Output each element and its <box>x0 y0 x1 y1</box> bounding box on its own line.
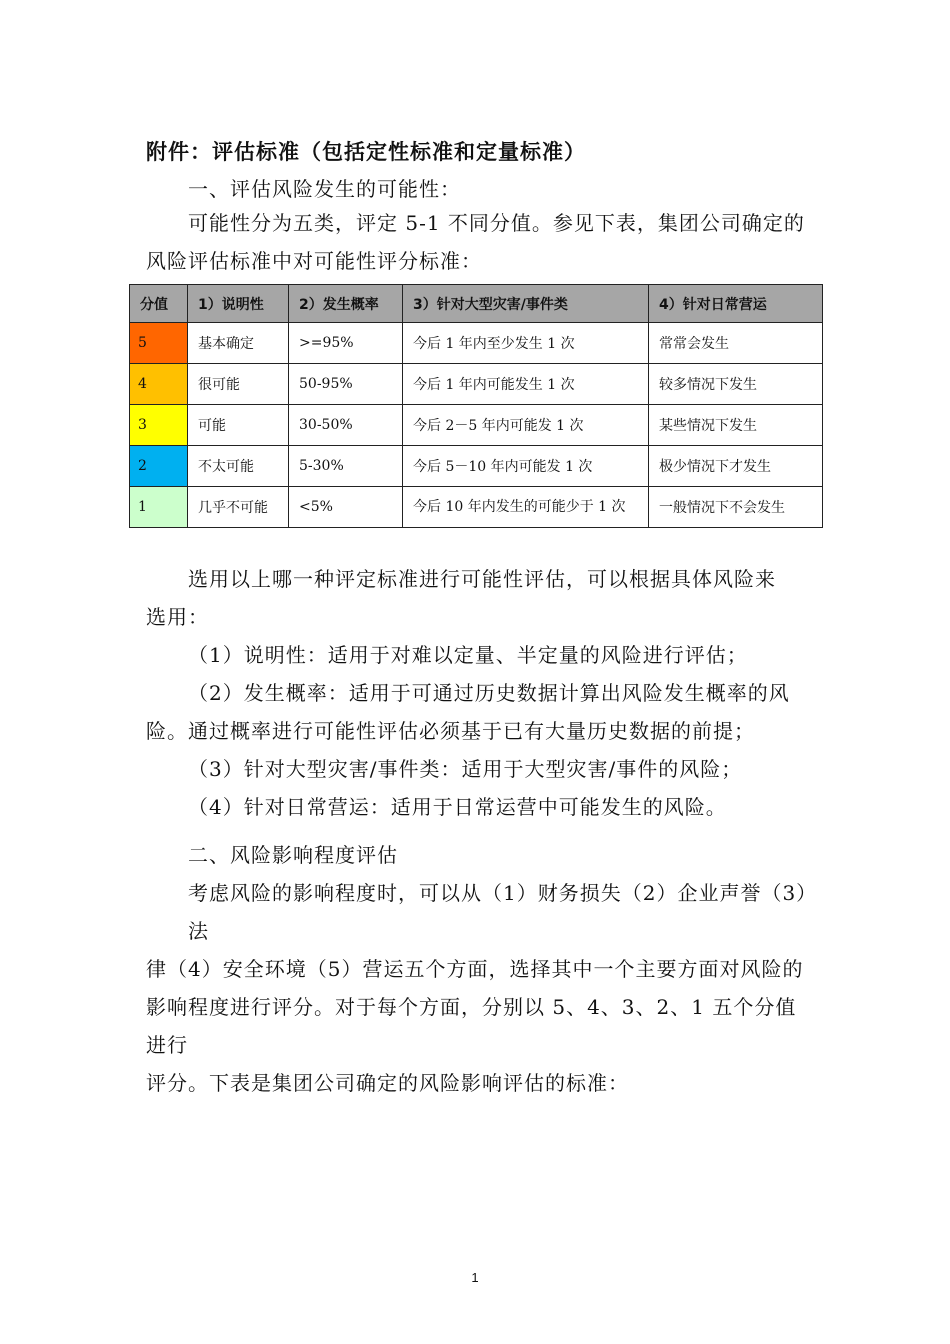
score-cell: 4 <box>130 364 188 405</box>
section2-line4: 评分。下表是集团公司确定的风险影响评估的标准： <box>146 1071 629 1095</box>
probability-cell: 5-30% <box>289 446 403 487</box>
daily-cell: 极少情况下才发生 <box>649 446 823 487</box>
daily-cell: 常常会发生 <box>649 323 823 364</box>
section2-line1: 考虑风险的影响程度时，可以从（1）财务损失（2）企业声誉（3）法 <box>188 881 808 943</box>
section2-heading: 二、风险影响程度评估 <box>188 843 398 867</box>
daily-cell: 较多情况下发生 <box>649 364 823 405</box>
header-score: 分值 <box>130 285 188 323</box>
usage-item-daily: （4）针对日常营运：适用于日常运营中可能发生的风险。 <box>188 795 727 819</box>
table-row <box>130 405 823 446</box>
score-cell: 3 <box>130 405 188 446</box>
likelihood-table <box>129 284 823 528</box>
disaster-cell: 今后 2－5 年内可能发 1 次 <box>403 405 649 446</box>
description-cell: 几乎不可能 <box>188 487 289 528</box>
section2-line3: 影响程度进行评分。对于每个方面，分别以 5、4、3、2、1 五个分值进行 <box>146 995 797 1057</box>
probability-cell: >=95% <box>289 323 403 364</box>
usage-item-descriptive: （1）说明性：适用于对难以定量、半定量的风险进行评估； <box>188 643 748 667</box>
table-header-row <box>130 285 823 323</box>
disaster-cell: 今后 1 年内至少发生 1 次 <box>403 323 649 364</box>
header-probability: 2）发生概率 <box>289 285 403 323</box>
disaster-cell: 今后 10 年内发生的可能少于 1 次 <box>403 487 649 528</box>
section2 <box>146 836 810 1102</box>
table-row <box>130 364 823 405</box>
table-row <box>130 446 823 487</box>
section2-line2: 律（4）安全环境（5）营运五个方面，选择其中一个主要方面对风险的 <box>146 957 804 981</box>
description-cell: 很可能 <box>188 364 289 405</box>
usage-line2: 选用： <box>146 605 209 629</box>
score-cell: 2 <box>130 446 188 487</box>
score-cell: 1 <box>130 487 188 528</box>
score-cell: 5 <box>130 323 188 364</box>
after-table-section <box>146 560 810 826</box>
usage-item-probability-line1: （2）发生概率：适用于可通过历史数据计算出风险发生概率的风 <box>188 681 790 705</box>
header-description: 1）说明性 <box>188 285 289 323</box>
description-cell: 可能 <box>188 405 289 446</box>
section1-intro-line2: 风险评估标准中对可能性评分标准： <box>146 249 482 273</box>
header-disaster: 3）针对大型灾害/事件类 <box>403 285 649 323</box>
section1-heading: 一、评估风险发生的可能性： <box>188 177 461 201</box>
header-daily: 4）针对日常营运 <box>649 285 823 323</box>
section1-intro-line1: 可能性分为五类，评定 5-1 不同分值。参见下表，集团公司确定的 <box>188 211 805 235</box>
table-row <box>130 487 823 528</box>
page-number: 1 <box>471 1270 479 1285</box>
probability-cell: 30-50% <box>289 405 403 446</box>
usage-item-probability-line2: 险。通过概率进行可能性评估必须基于已有大量历史数据的前提； <box>146 719 755 743</box>
description-cell: 基本确定 <box>188 323 289 364</box>
disaster-cell: 今后 1 年内可能发生 1 次 <box>403 364 649 405</box>
disaster-cell: 今后 5－10 年内可能发 1 次 <box>403 446 649 487</box>
page-title: 附件：评估标准（包括定性标准和定量标准） <box>146 140 586 164</box>
daily-cell: 一般情况下不会发生 <box>649 487 823 528</box>
table-row <box>130 323 823 364</box>
daily-cell: 某些情况下发生 <box>649 405 823 446</box>
usage-line1: 选用以上哪一种评定标准进行可能性评估，可以根据具体风险来 <box>188 567 776 591</box>
probability-cell: 50-95% <box>289 364 403 405</box>
usage-item-disaster: （3）针对大型灾害/事件类：适用于大型灾害/事件的风险； <box>188 757 743 781</box>
probability-cell: <5% <box>289 487 403 528</box>
description-cell: 不太可能 <box>188 446 289 487</box>
